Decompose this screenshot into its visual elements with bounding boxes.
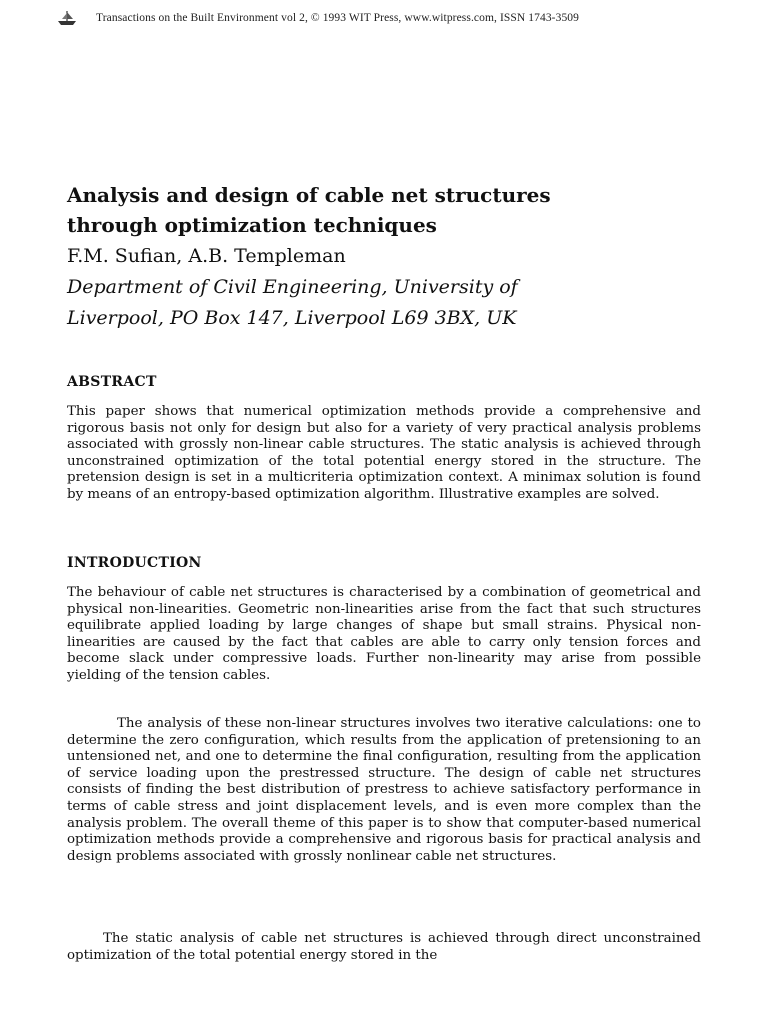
intro-paragraph-1: The behaviour of cable net structures is characterised by a combination of geometrical and physical non-linearities. Geometric non-linearities arise from the fact that such structures equilibrate applied loading by large changes of shape but small strains. Physical non-linearities are caused by the fact that cables are able to carry only tension forces and become slack under compressive loads. Further non-linearity may arise from possible yielding of the tension cables. [67,585,701,683]
authors: F.M. Sufian, A.B. Templeman [67,245,346,267]
title-line-2: through optimization techniques [67,213,437,237]
journal-citation: Transactions on the Built Environment vol 2, © 1993 WIT Press, www.witpress.com, ISSN 1743-3509 [96,12,580,24]
abstract-text: This paper shows that numerical optimization methods provide a comprehensive and rigorous basis not only for design but also for a variety of very practical analysis problems associated with grossly non-linear cable structures. The static analysis is achieved through unconstrained optimization of the total potential energy stored in the structure. The pretension design is set in a multicriteria optimization context. A minimax solution is found by means of an entropy-based optimization algorithm. Illustrative examples are solved. [67,404,701,502]
affiliation-line-1: Department of Civil Engineering, University of [67,276,518,298]
affiliation-line-2: Liverpool, PO Box 147, Liverpool L69 3BX, UK [67,307,517,329]
paper-title [67,180,717,240]
title-line-1: Analysis and design of cable net structures [67,183,551,207]
introduction-heading: INTRODUCTION [67,555,202,571]
abstract-heading: ABSTRACT [67,374,157,390]
affiliation [67,272,717,334]
ship-logo-icon [56,9,78,27]
intro-paragraph-2: The analysis of these non-linear structures involves two iterative calculations: one to determine the zero configuration, which results from the application of pretensioning to an untensioned net, and one to determine the final configuration, resulting from the application of service loading upon the prestressed structure. The design of cable net structures consists of finding the best distribution of prestress to achieve satisfactory performance in terms of cable stress and joint displacement levels, and is even more complex than the analysis problem. The overall theme of this paper is to show that computer-based numerical optimization methods provide a comprehensive and rigorous basis for practical analysis and design problems associated with grossly nonlinear cable net structures. [67,716,701,864]
intro-paragraph-3: The static analysis of cable net structures is achieved through direct unconstrained optimization of the total potential energy stored in the [67,931,701,963]
page-header [56,8,736,28]
